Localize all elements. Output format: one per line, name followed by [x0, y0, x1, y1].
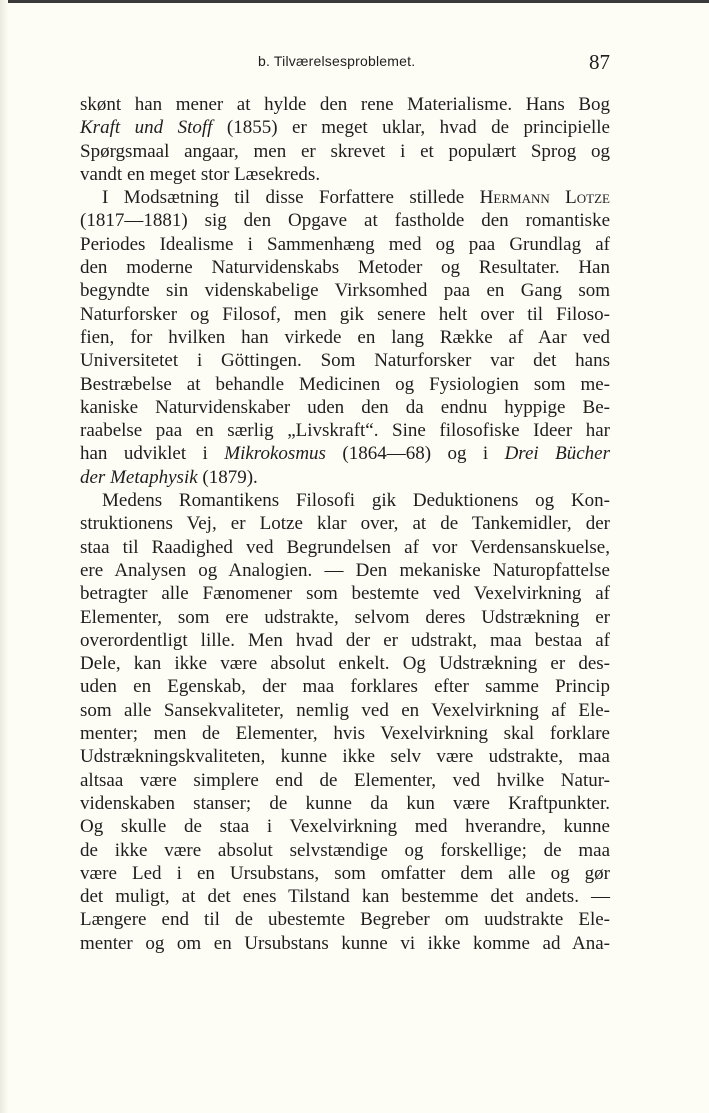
text-line	[80, 559, 610, 582]
text-line	[80, 186, 610, 209]
text-line	[80, 93, 610, 116]
text-run: ere Analysen og Analogien. — Den mekaniske Naturopfattelse	[80, 559, 610, 581]
running-head: b. Tilværelsesproblemet.	[258, 53, 416, 69]
text-run: Universitetet i Göttingen. Som Naturforsker var det hans	[80, 350, 610, 372]
text-line	[80, 769, 610, 792]
page-top-edge	[0, 0, 709, 3]
text-line	[80, 745, 610, 768]
text-run: Elementer, som ere udstrakte, selvom deres Udstrækning er	[80, 606, 610, 628]
page-header	[80, 50, 610, 80]
text-line	[80, 163, 610, 186]
text-run: være Led i en Ursubstans, som omfatter dem alle og gør	[80, 862, 610, 884]
italic-title: Drei Bücher	[504, 443, 610, 465]
text-line	[80, 699, 610, 722]
text-line	[80, 536, 610, 559]
text-run: det muligt, at det enes Tilstand kan bestemme det andets. —	[80, 886, 610, 908]
text-run: som alle Sansekvaliteter, nemlig ved en Vexelvirkning af Ele-	[80, 699, 610, 721]
text-run: raabelse paa en særlig „Livskraft“. Sine filosofiske Ideer har	[80, 420, 610, 442]
text-line	[80, 606, 610, 629]
text-run: altsaa være simplere end de Elementer, ved hvilke Natur-	[80, 769, 610, 791]
text-run: Bestræbelse at behandle Medicinen og Fysiologien som me-	[80, 373, 610, 395]
text-line	[80, 116, 610, 139]
text-line	[80, 256, 610, 279]
text-run: skønt han mener at hylde den rene Materialisme. Hans Bog	[80, 94, 610, 115]
page-number: 87	[589, 50, 610, 74]
text-run: Længere end til de ubestemte Begreber om uudstrakte Ele-	[80, 909, 610, 931]
text-line	[80, 815, 610, 838]
text-run: overordentligt lille. Men hvad der er udstrakt, maa bestaa af	[80, 629, 610, 651]
text-line	[80, 489, 610, 512]
text-line	[80, 303, 610, 326]
text-run: han udviklet i	[80, 443, 225, 465]
text-line	[80, 140, 610, 163]
text-line	[80, 466, 610, 489]
text-run: (1879).	[197, 466, 258, 488]
text-run: Medens Romantikens Filosofi gik Deduktionens og Kon-	[102, 490, 610, 512]
text-line	[80, 722, 610, 745]
text-run: (1855) er meget uklar, hvad de principielle	[212, 117, 610, 139]
text-line	[80, 279, 610, 302]
text-run: den moderne Naturvidenskabs Metoder og Resultater. Han	[80, 257, 610, 279]
italic-title: Kraft und Stoff	[80, 117, 213, 139]
text-line	[80, 908, 610, 931]
text-run: menter; men de Elementer, hvis Vexelvirkning skal forklare	[80, 723, 610, 745]
text-line	[80, 792, 610, 815]
body-text	[80, 93, 610, 955]
text-line	[80, 419, 610, 442]
text-run: Dele, kan ikke være absolut enkelt. Og Udstrækning er des-	[80, 653, 610, 675]
text-run: de ikke være absolut selvstændige og forskellige; de maa	[80, 839, 610, 861]
page-left-edge	[0, 0, 8, 1113]
text-line	[80, 675, 610, 698]
text-run: menter og om en Ursubstans kunne vi ikke komme ad Ana-	[80, 932, 610, 954]
text-run: (1864—68) og i	[325, 443, 505, 465]
italic-title: Mikrokosmus	[224, 443, 326, 465]
text-line	[80, 885, 610, 908]
text-line	[80, 373, 610, 396]
text-line	[80, 233, 610, 256]
italic-title: der Metaphysik	[80, 466, 198, 488]
text-line	[80, 209, 610, 232]
text-run: Periodes Idealisme i Sammenhæng med og paa Grundlag af	[80, 233, 610, 255]
text-run: staa til Raadighed ved Begrundelsen af vor Verdensanskuelse,	[80, 536, 610, 558]
text-run: fien, for hvilken han virkede en lang Række af Aar ved	[80, 326, 610, 348]
text-line	[80, 862, 610, 885]
text-line	[80, 512, 610, 535]
text-line	[80, 582, 610, 605]
text-line	[80, 932, 610, 955]
text-run: (1817—1881) sig den Opgave at fastholde den romantiske	[80, 210, 610, 232]
text-line	[80, 396, 610, 419]
text-run: Og skulle de staa i Vexelvirkning med hverandre, kunne	[80, 816, 610, 838]
text-line	[80, 442, 610, 465]
text-run: begyndte sin videnskabelige Virksomhed paa en Gang som	[80, 280, 610, 302]
text-line	[80, 629, 610, 652]
text-run: Naturforsker og Filosof, men gik senere helt over til Filoso-	[80, 303, 610, 325]
text-run: uden en Egenskab, der maa forklares efter samme Princip	[80, 676, 610, 698]
text-line	[80, 652, 610, 675]
text-run: videnskaben stanser; de kunne da kun være Kraftpunkter.	[80, 792, 610, 814]
text-run: Spørgsmaal angaar, men er skrevet i et populært Sprog og	[80, 140, 610, 162]
text-line	[80, 349, 610, 372]
author-name: Hermann Lotze	[479, 187, 610, 209]
text-line	[80, 326, 610, 349]
text-run: betragter alle Fænomener som bestemte ved Vexelvirkning af	[80, 583, 610, 605]
text-run: kaniske Naturvidenskaber uden den da endnu hyppige Be-	[80, 396, 610, 418]
text-line	[80, 839, 610, 862]
text-run: struktionens Vej, er Lotze klar over, at de Tankemidler, der	[80, 513, 610, 535]
text-run: I Modsætning til disse Forfattere stillede	[102, 187, 480, 209]
text-run: vandt en meget stor Læsekreds.	[80, 163, 321, 185]
text-run: Udstrækningskvaliteten, kunne ikke selv være udstrakte, maa	[80, 746, 610, 768]
